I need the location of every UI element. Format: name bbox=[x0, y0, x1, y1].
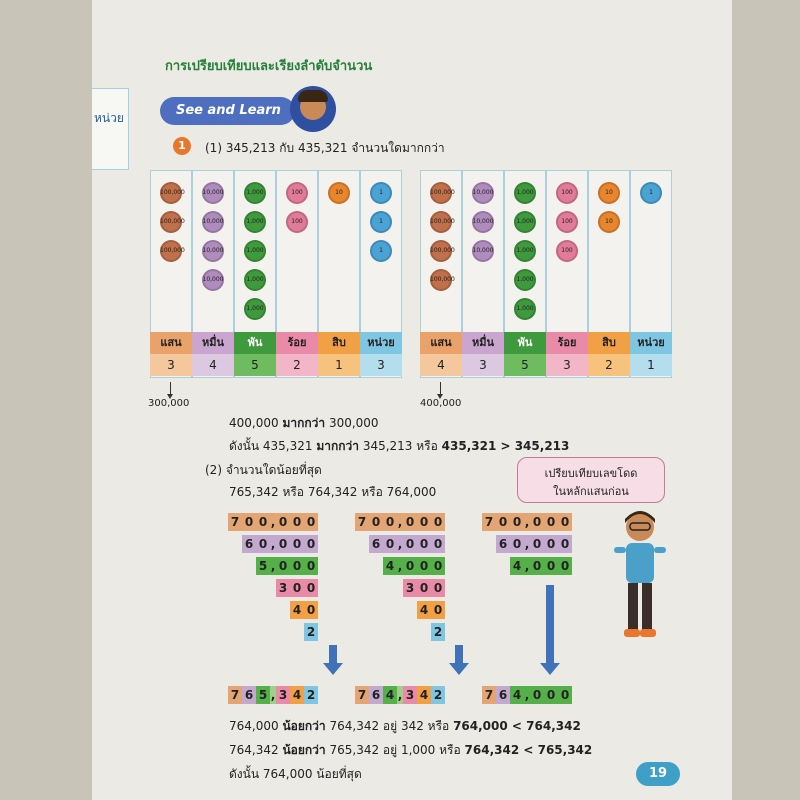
place-digit-units: 1 bbox=[630, 354, 672, 376]
coin-ten_thousands: 10,000 bbox=[202, 182, 224, 204]
page-number: 19 bbox=[636, 762, 680, 786]
place-block-row: 6 0 , 0 0 0 bbox=[369, 535, 445, 553]
coin-thousands: 1,000 bbox=[244, 269, 266, 291]
down-arrow-icon bbox=[440, 382, 441, 394]
coin-thousands: 1,000 bbox=[244, 240, 266, 262]
place-block-row: 4 0 bbox=[290, 601, 318, 619]
down-arrow-icon bbox=[329, 645, 337, 665]
table-a-note: 300,000 bbox=[148, 398, 190, 409]
place-block-row: 5 , 0 0 0 bbox=[256, 557, 318, 575]
place-digit-thousands: 5 bbox=[504, 354, 546, 376]
place-digit-hundred_thousands: 3 bbox=[150, 354, 192, 376]
bubble-line-1: เปรียบเทียบเลขโดด bbox=[544, 467, 638, 480]
place-digit-ten_thousands: 3 bbox=[462, 354, 504, 376]
coin-units: 1 bbox=[370, 211, 392, 233]
question-2-numbers: 765,342 หรือ 764,342 หรือ 764,000 bbox=[229, 485, 437, 499]
place-digit-tens: 1 bbox=[318, 354, 360, 376]
coin-units: 1 bbox=[370, 182, 392, 204]
coin-hundred_thousands: 100,000 bbox=[160, 240, 182, 262]
place-digit-units: 3 bbox=[360, 354, 402, 376]
coin-hundred_thousands: 100,000 bbox=[160, 182, 182, 204]
side-tab bbox=[92, 88, 129, 170]
step-number-badge: 1 bbox=[173, 137, 191, 155]
place-label-units: หน่วย bbox=[630, 332, 672, 354]
place-label-hundred_thousands: แสน bbox=[420, 332, 462, 354]
student-avatar-icon bbox=[290, 86, 336, 132]
coin-hundreds: 100 bbox=[556, 240, 578, 262]
comparison-line-1: 400,000 มากกว่า 300,000 bbox=[229, 416, 379, 430]
place-block-row: 6 0 , 0 0 0 bbox=[496, 535, 572, 553]
place-label-ten_thousands: หมื่น bbox=[192, 332, 234, 354]
conclusion-line-2: 764,342 น้อยกว่า 765,342 อยู่ 1,000 หรือ 764,342 < 765,342 bbox=[229, 743, 593, 757]
place-block-row: 7 0 0 , 0 0 0 bbox=[482, 513, 572, 531]
place-digit-hundreds: 2 bbox=[276, 354, 318, 376]
conclusion-line-1: 764,000 น้อยกว่า 764,342 อยู่ 342 หรือ 764,000 < 764,342 bbox=[229, 719, 581, 733]
coin-hundred_thousands: 100,000 bbox=[430, 211, 452, 233]
place-block-row: 7 0 0 , 0 0 0 bbox=[355, 513, 445, 531]
coin-hundreds: 100 bbox=[286, 182, 308, 204]
coin-tens: 10 bbox=[598, 182, 620, 204]
speech-bubble bbox=[517, 457, 665, 503]
coin-hundred_thousands: 100,000 bbox=[430, 240, 452, 262]
see-and-learn-badge: See and Learn bbox=[160, 97, 295, 125]
coin-thousands: 1,000 bbox=[514, 182, 536, 204]
place-digit-hundred_thousands: 4 bbox=[420, 354, 462, 376]
place-digit-hundreds: 3 bbox=[546, 354, 588, 376]
place-block-row: 4 , 0 0 0 bbox=[510, 557, 572, 575]
place-block-row: 4 0 bbox=[417, 601, 445, 619]
place-block-row: 4 , 0 0 0 bbox=[383, 557, 445, 575]
coin-tens: 10 bbox=[598, 211, 620, 233]
side-tab-label: หน่วย bbox=[94, 111, 124, 125]
coin-hundred_thousands: 100,000 bbox=[430, 182, 452, 204]
coin-tens: 10 bbox=[328, 182, 350, 204]
place-label-hundreds: ร้อย bbox=[546, 332, 588, 354]
coin-thousands: 1,000 bbox=[514, 211, 536, 233]
question-1: (1) 345,213 กับ 435,321 จำนวนใดมากกว่า bbox=[205, 141, 445, 155]
place-block-row: 3 0 0 bbox=[403, 579, 445, 597]
coin-hundreds: 100 bbox=[556, 211, 578, 233]
coin-hundreds: 100 bbox=[556, 182, 578, 204]
coin-ten_thousands: 10,000 bbox=[472, 240, 494, 262]
result-number-2: 7 6 4 , 3 4 2 bbox=[355, 686, 445, 704]
down-arrow-icon bbox=[546, 585, 554, 665]
down-arrow-icon bbox=[455, 645, 463, 665]
coin-ten_thousands: 10,000 bbox=[472, 182, 494, 204]
coin-thousands: 1,000 bbox=[514, 269, 536, 291]
result-number-3: 7 6 4 , 0 0 0 bbox=[482, 686, 572, 704]
coin-thousands: 1,000 bbox=[244, 298, 266, 320]
place-label-hundred_thousands: แสน bbox=[150, 332, 192, 354]
coin-hundreds: 100 bbox=[286, 211, 308, 233]
coin-ten_thousands: 10,000 bbox=[202, 211, 224, 233]
question-2: (2) จำนวนใดน้อยที่สุด bbox=[205, 463, 322, 477]
coin-ten_thousands: 10,000 bbox=[472, 211, 494, 233]
comparison-line-2: ดังนั้น 435,321 มากกว่า 345,213 หรือ 435,321 > 345,213 bbox=[229, 439, 570, 453]
coin-ten_thousands: 10,000 bbox=[202, 240, 224, 262]
coin-thousands: 1,000 bbox=[244, 211, 266, 233]
conclusion-line-3: ดังนั้น 764,000 น้อยที่สุด bbox=[229, 767, 362, 781]
down-arrow-icon bbox=[170, 382, 171, 394]
result-number-1: 7 6 5 , 3 4 2 bbox=[228, 686, 318, 704]
coin-ten_thousands: 10,000 bbox=[202, 269, 224, 291]
coin-hundred_thousands: 100,000 bbox=[160, 211, 182, 233]
coin-hundred_thousands: 100,000 bbox=[430, 269, 452, 291]
place-block-row: 7 0 0 , 0 0 0 bbox=[228, 513, 318, 531]
place-label-tens: สิบ bbox=[588, 332, 630, 354]
place-digit-tens: 2 bbox=[588, 354, 630, 376]
coin-thousands: 1,000 bbox=[244, 182, 266, 204]
place-block-row: 2 bbox=[304, 623, 318, 641]
boy-character-icon bbox=[610, 505, 670, 640]
place-block-row: 3 0 0 bbox=[276, 579, 318, 597]
coin-thousands: 1,000 bbox=[514, 298, 536, 320]
place-digit-thousands: 5 bbox=[234, 354, 276, 376]
section-heading: การเปรียบเทียบและเรียงลำดับจำนวน bbox=[165, 59, 373, 74]
coin-units: 1 bbox=[640, 182, 662, 204]
place-digit-ten_thousands: 4 bbox=[192, 354, 234, 376]
bubble-line-2: ในหลักแสนก่อน bbox=[553, 485, 629, 498]
place-label-ten_thousands: หมื่น bbox=[462, 332, 504, 354]
coin-units: 1 bbox=[370, 240, 392, 262]
place-block-row: 6 0 , 0 0 0 bbox=[242, 535, 318, 553]
place-block-row: 2 bbox=[431, 623, 445, 641]
place-label-thousands: พัน bbox=[504, 332, 546, 354]
coin-thousands: 1,000 bbox=[514, 240, 536, 262]
place-label-units: หน่วย bbox=[360, 332, 402, 354]
place-label-tens: สิบ bbox=[318, 332, 360, 354]
place-label-thousands: พัน bbox=[234, 332, 276, 354]
place-label-hundreds: ร้อย bbox=[276, 332, 318, 354]
table-b-note: 400,000 bbox=[420, 398, 462, 409]
